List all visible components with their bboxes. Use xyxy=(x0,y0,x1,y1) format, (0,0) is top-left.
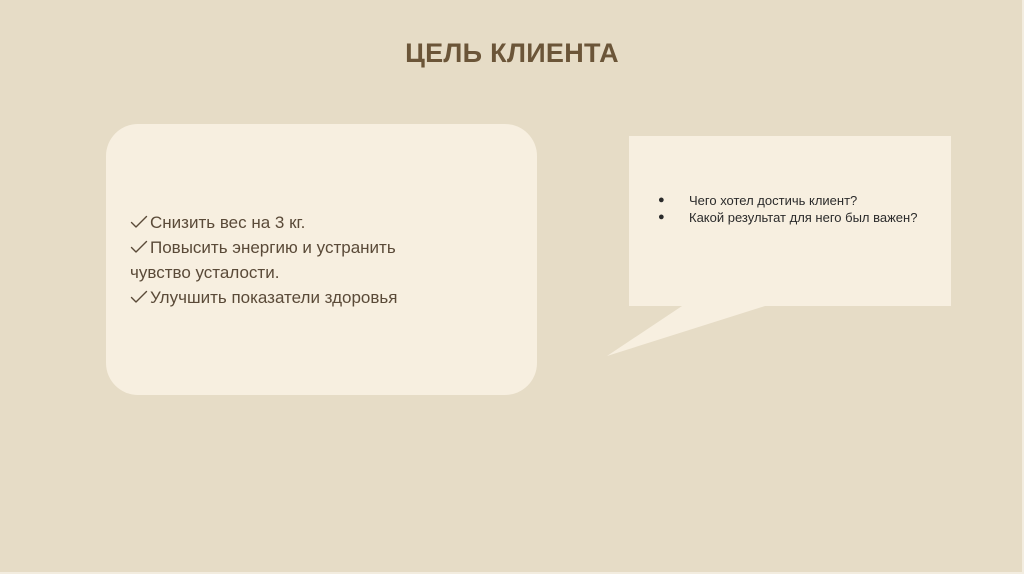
prompt-item xyxy=(658,209,928,226)
prompt-item xyxy=(658,192,928,209)
bullet-icon: ● xyxy=(658,194,665,206)
bullet-icon: ● xyxy=(658,211,665,223)
goal-text: Повысить энергию и устранить xyxy=(150,238,396,257)
prompt-text: Чего хотел достичь клиент? xyxy=(689,193,858,208)
goal-text: чувство усталости. xyxy=(130,263,280,282)
slide-title: ЦЕЛЬ КЛИЕНТА xyxy=(405,38,619,68)
prompt-text: Какой результат для него был важен? xyxy=(689,210,918,225)
speech-bubble-prompts xyxy=(658,192,928,226)
goal-text: Улучшить показатели здоровья xyxy=(150,288,398,307)
goal-text: Снизить вес на 3 кг. xyxy=(150,213,306,232)
